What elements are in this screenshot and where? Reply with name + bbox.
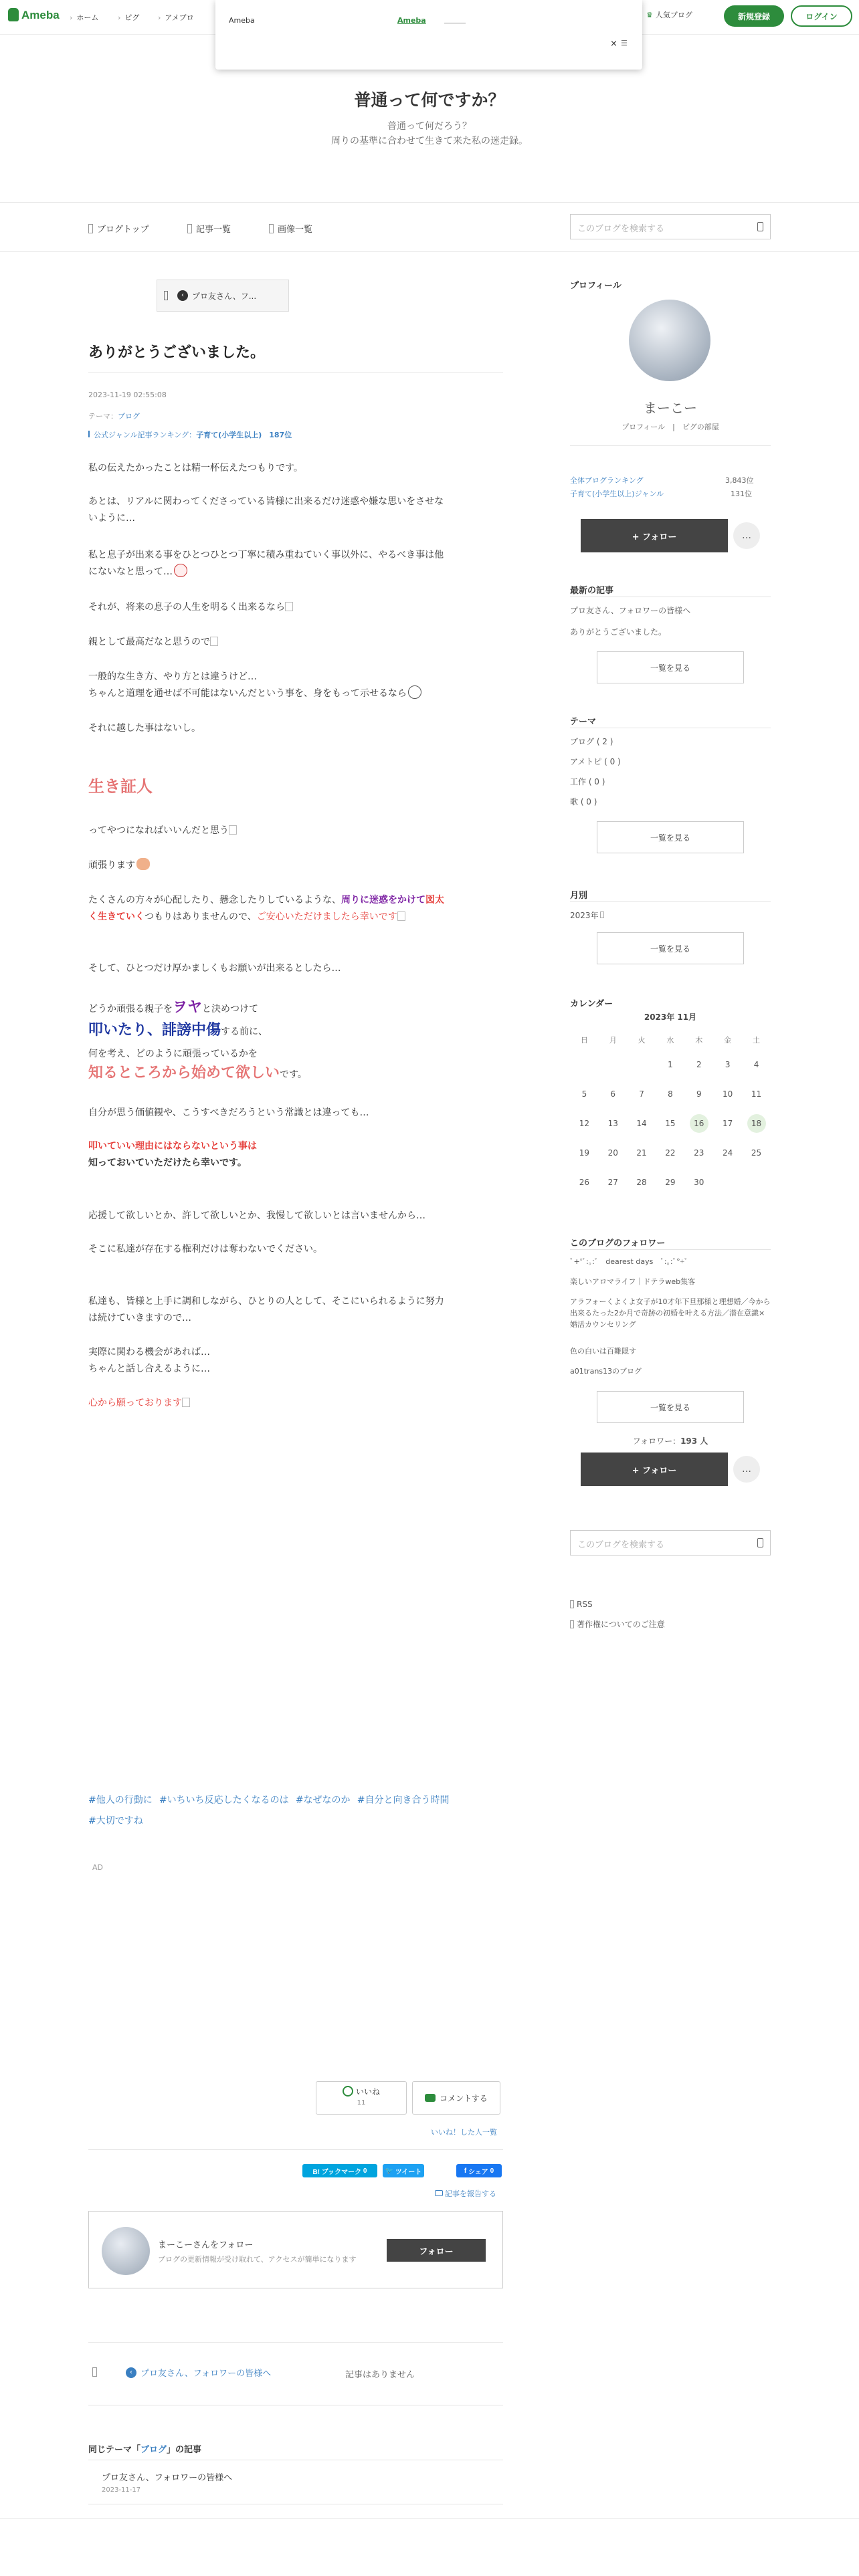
broken-image-icon bbox=[210, 637, 218, 646]
tabs-border-bottom bbox=[0, 251, 859, 252]
comment-button[interactable]: コメントする bbox=[412, 2081, 500, 2115]
emoji-icon bbox=[136, 858, 150, 870]
calendar-day: 29 bbox=[665, 1178, 676, 1187]
facebook-icon: f bbox=[464, 2167, 467, 2175]
follower-count: フォロワー：193 人 bbox=[632, 1436, 708, 1446]
calendar-month: 2023年 11月 bbox=[644, 1012, 697, 1022]
body-paragraph: たくさんの方々が心配したり、懸念したりしているような、周りに迷惑をかけて図太 bbox=[88, 895, 444, 905]
chevron-icon bbox=[600, 911, 604, 918]
overlay-ameba-link[interactable]: Ameba bbox=[397, 16, 426, 25]
tab-image-list[interactable]: 画像一覧 bbox=[269, 222, 312, 235]
ameba-frog-icon bbox=[8, 8, 19, 21]
body-line: 私達も、皆様と上手に調和しながら、ひとりの人として、そこにいられるように努力 bbox=[88, 1296, 444, 1307]
calendar-day: 21 bbox=[636, 1148, 647, 1158]
document-icon bbox=[570, 1620, 574, 1628]
monthly-divider bbox=[570, 901, 771, 902]
body-paragraph: それが、将来の息子の人生を明るく出来るなら bbox=[88, 599, 503, 616]
calendar-day: 13 bbox=[607, 1119, 618, 1128]
body-paragraph: 親として最高だなと思うので bbox=[88, 634, 503, 651]
calendar-day: 7 bbox=[639, 1089, 644, 1099]
popular-blog-link[interactable]: ♛ 人気ブログ bbox=[646, 10, 692, 19]
calendar-day: 25 bbox=[751, 1148, 762, 1158]
report-icon bbox=[435, 2190, 443, 2196]
ranking-link[interactable]: 子育て(小学生以上) 187位 bbox=[196, 431, 292, 439]
face-emoji-icon bbox=[408, 685, 421, 699]
gnav-home[interactable]: › ホーム bbox=[70, 12, 98, 23]
rss-link[interactable]: RSS bbox=[570, 1600, 593, 1609]
profile-name[interactable]: まーこー bbox=[644, 400, 697, 416]
body-line: 私の伝えたかったことは精一杯伝えたつもりです。 bbox=[88, 463, 303, 473]
crown-icon: ♛ bbox=[646, 10, 653, 19]
profile-heading: プロフィール bbox=[570, 281, 622, 291]
body-paragraph: ちゃんと道理を通せば不可能はないんだという事を、身をもって示せるなら bbox=[88, 685, 503, 702]
calendar-day: 2 bbox=[696, 1060, 702, 1069]
hashtag-link[interactable]: #なぜなのか bbox=[295, 1795, 351, 1806]
monthly-see-all-button[interactable]: 一覧を見る bbox=[597, 932, 744, 964]
followers-see-all-button[interactable]: 一覧を見る bbox=[597, 1391, 744, 1423]
blog-description-1: 普通って何だろう？ bbox=[387, 121, 472, 132]
body-paragraph: どうか頑張る親子をヲヤと決めつけて bbox=[88, 999, 259, 1016]
monthly-heading: 月別 bbox=[570, 891, 588, 901]
calendar-day: 1 bbox=[668, 1060, 673, 1069]
hashtag-list bbox=[88, 1790, 503, 1831]
more-options-icon[interactable]: … bbox=[733, 522, 760, 549]
next-entry-none: 記事はありません bbox=[345, 2370, 415, 2380]
reaction-divider bbox=[88, 2149, 503, 2150]
calendar-day: 27 bbox=[607, 1178, 618, 1187]
calendar-day: 4 bbox=[753, 1060, 759, 1069]
calendar-day: 5 bbox=[581, 1089, 587, 1099]
body-paragraph: 心から願っております bbox=[88, 1395, 503, 1412]
broken-image-icon bbox=[285, 602, 293, 611]
follower-item[interactable]: 色の白いは百難隠す bbox=[570, 1347, 636, 1356]
theme-see-all-button[interactable]: 一覧を見る bbox=[597, 821, 744, 853]
calendar-day: 3 bbox=[725, 1060, 731, 1069]
like-list-link[interactable]: いいね！した人一覧 bbox=[431, 2128, 497, 2137]
ameba-header-overlay bbox=[215, 0, 642, 70]
chevron-left-icon: ‹ bbox=[177, 290, 188, 301]
recent-see-all-button[interactable]: 一覧を見る bbox=[597, 651, 744, 683]
twitter-icon: 🐦 bbox=[385, 2167, 394, 2175]
theme-item[interactable]: ブログ ( 2 ) bbox=[570, 737, 613, 746]
weekday: 月 bbox=[609, 1036, 617, 1045]
profile-divider bbox=[570, 445, 771, 446]
ad-label: AD bbox=[92, 1863, 103, 1872]
recent-heading: 最新の記事 bbox=[570, 586, 614, 596]
weekday: 日 bbox=[580, 1036, 588, 1045]
follower-item[interactable]: アラフォーくよくよ女子が10才年下旦那様と理想婚／今から出来るたった2か月で奇跡の初婚を叶える方法／潜在意識×婚活カウンセリング bbox=[570, 1297, 771, 1329]
related-item-date: 2023-11-17 bbox=[102, 2486, 141, 2494]
body-paragraph: 叩いたり、誹謗中傷する前に、 bbox=[88, 1022, 268, 1039]
calendar-day-linked[interactable]: 16 bbox=[684, 1109, 713, 1138]
blog-title[interactable]: 普通って何ですか？ bbox=[354, 90, 505, 110]
body-line: 私と息子が出来る事をひとつひとつ丁寧に積み重ねていく事以外に、やるべき事は他 bbox=[88, 550, 444, 560]
body-line: 応援して欲しいとか、許して欲しいとか、我慢して欲しいとは言いませんから… bbox=[88, 1210, 425, 1221]
article-theme: テーマ：ブログ bbox=[88, 412, 140, 421]
blog-search-input[interactable]: このブログを検索する bbox=[570, 214, 771, 239]
body-line: それに越した事はないし。 bbox=[88, 723, 201, 734]
calendar-day: 14 bbox=[636, 1119, 647, 1128]
follower-item[interactable]: a01trans13のブログ bbox=[570, 1367, 642, 1376]
ranking-overall-link[interactable]: 全体ブログランキング bbox=[570, 476, 644, 485]
gnav-ameblo[interactable]: › アメブロ bbox=[158, 12, 194, 23]
followers-heading: このブログのフォロワー bbox=[570, 1239, 666, 1249]
weekday: 金 bbox=[724, 1036, 732, 1045]
weekday: 火 bbox=[638, 1036, 646, 1045]
body-paragraph: く生きていくつもりはありませんので、ご安心いただけましたら幸いです bbox=[88, 909, 503, 926]
comment-icon bbox=[425, 2094, 436, 2102]
body-line: ちゃんと話し合えるように… bbox=[88, 1364, 210, 1374]
follow-box-title: まーこーさんをフォロー bbox=[158, 2240, 254, 2250]
hashtag-link[interactable]: #いちいち反応したくなるのは bbox=[159, 1795, 289, 1806]
hashtag-link[interactable]: #大切ですね bbox=[88, 1816, 143, 1826]
tab-entry-list[interactable]: 記事一覧 bbox=[187, 222, 231, 235]
calendar-day: 6 bbox=[610, 1089, 616, 1099]
image-icon bbox=[269, 224, 274, 233]
weekday: 水 bbox=[666, 1036, 674, 1045]
prev-entry-link[interactable]: ‹ プロ友さん、フォロワーの皆様へ bbox=[126, 2366, 271, 2379]
calendar-day: 23 bbox=[694, 1148, 704, 1158]
calendar-day-linked[interactable]: 18 bbox=[742, 1109, 771, 1138]
broken-image-icon bbox=[182, 1398, 190, 1407]
hashtag-link[interactable]: #他人の行動に bbox=[88, 1795, 153, 1806]
calendar-day: 30 bbox=[694, 1178, 704, 1187]
ameba-logo[interactable]: Ameba bbox=[8, 8, 60, 22]
body-line: 自分が思う価値観や、こうすべきだろうという常識とは違っても… bbox=[88, 1107, 369, 1118]
rss-icon bbox=[570, 1600, 574, 1608]
calendar-day: 9 bbox=[696, 1089, 702, 1099]
calendar-day: 20 bbox=[607, 1148, 618, 1158]
calendar-day: 15 bbox=[665, 1119, 676, 1128]
tab-blog-top[interactable]: ブログトップ bbox=[88, 222, 149, 235]
body-line: 叩いていい理由にはならないという事は bbox=[88, 1141, 257, 1152]
calendar-day: 26 bbox=[579, 1178, 590, 1187]
signup-button[interactable]: 新規登録 bbox=[724, 5, 784, 27]
calendar-day: 22 bbox=[665, 1148, 676, 1158]
calendar-heading: カレンダー bbox=[570, 999, 613, 1009]
page-icon bbox=[92, 2367, 97, 2377]
sidebar-follow-button-2[interactable]: + フォロー bbox=[581, 1453, 728, 1486]
copyright-link[interactable]: 著作権についてのご注意 bbox=[570, 1618, 665, 1630]
monthly-item[interactable]: 2023年 bbox=[570, 909, 771, 921]
calendar-day: 12 bbox=[579, 1119, 590, 1128]
calendar-day: 28 bbox=[636, 1178, 647, 1187]
recent-item[interactable]: ありがとうございました。 bbox=[570, 627, 667, 637]
sidebar-follow-button[interactable]: + フォロー bbox=[581, 519, 728, 552]
body-line: あとは、リアルに関わってくださっている皆様に出来るだけ迷惑や嫌な思いをさせな bbox=[88, 496, 444, 507]
footer-divider bbox=[0, 2518, 859, 2519]
ranking-overall-value: 3,843位 bbox=[725, 476, 754, 485]
hashtag-link[interactable]: #自分と向き合う時間 bbox=[357, 1795, 450, 1806]
article-title[interactable]: ありがとうございました。 bbox=[88, 344, 266, 361]
profile-links: プロフィール | ピグの部屋 bbox=[622, 423, 719, 431]
follower-item[interactable]: 楽しいアロマライフ｜ドテラweb集客 bbox=[570, 1277, 696, 1286]
recent-item[interactable]: プロ友さん、フォロワーの皆様へ bbox=[570, 606, 691, 615]
ranking-icon bbox=[88, 431, 91, 437]
prev-post-button[interactable]: ‹ プロ友さん、フ... bbox=[157, 280, 289, 312]
calendar-table bbox=[570, 1030, 771, 1197]
body-line: 実際に関わる機会があれば… bbox=[88, 1347, 210, 1358]
weekday: 土 bbox=[753, 1036, 761, 1045]
weekday: 木 bbox=[695, 1036, 703, 1045]
report-link[interactable]: 記事を報告する bbox=[435, 2188, 496, 2199]
article-ranking: 公式ジャンル記事ランキング：子育て(小学生以上) 187位 bbox=[88, 429, 292, 440]
tweet-button[interactable]: 🐦 ツイート bbox=[383, 2164, 424, 2177]
overlay-menu-icon[interactable]: ☰ bbox=[621, 39, 628, 47]
gnav-pigg[interactable]: › ピグ bbox=[118, 12, 139, 23]
list-icon bbox=[187, 224, 192, 233]
emoji-icon bbox=[174, 564, 187, 577]
body-paragraph: 頑張ります bbox=[88, 857, 503, 874]
smile-icon bbox=[343, 2086, 353, 2097]
page-icon bbox=[164, 291, 168, 300]
hatena-bookmark-button[interactable]: B! ブックマーク 0 bbox=[302, 2164, 377, 2177]
broken-image-icon bbox=[397, 911, 405, 921]
overlay-brand: Ameba bbox=[229, 16, 255, 25]
body-line: 知っておいていただけたら幸いです。 bbox=[88, 1158, 247, 1168]
tabs-border-top bbox=[0, 202, 859, 203]
calendar-day: 11 bbox=[751, 1089, 762, 1099]
body-line: いように… bbox=[88, 513, 135, 524]
body-paragraph: 知るところから始めて欲しいです。 bbox=[88, 1065, 307, 1081]
login-button[interactable]: ログイン bbox=[791, 5, 852, 27]
related-item-title[interactable]: プロ友さん、フォロワーの皆様へ bbox=[102, 2473, 233, 2483]
page-icon bbox=[88, 224, 93, 233]
theme-item[interactable]: 歌 ( 0 ) bbox=[570, 797, 597, 807]
nav-divider-top bbox=[88, 2342, 503, 2343]
calendar-day: 24 bbox=[722, 1148, 733, 1158]
follow-box-button[interactable]: フォロー bbox=[387, 2239, 486, 2262]
profile-link[interactable]: プロフィール bbox=[622, 423, 666, 431]
overlay-close-icon[interactable]: × bbox=[610, 39, 617, 49]
calendar-day: 10 bbox=[722, 1089, 733, 1099]
article-heading: 生き証人 bbox=[88, 777, 153, 796]
ranking-genre-value: 131位 bbox=[731, 490, 752, 498]
body-line: 何を考え、どのように頑張っているかを bbox=[88, 1049, 258, 1059]
theme-link[interactable]: ブログ bbox=[118, 412, 140, 421]
calendar-day: 17 bbox=[722, 1119, 733, 1128]
follow-box-desc: ブログの更新情報が受け取れて、アクセスが簡単になります bbox=[158, 2255, 357, 2264]
profile-avatar[interactable] bbox=[629, 300, 710, 381]
theme-item[interactable]: アメトピ ( 0 ) bbox=[570, 757, 621, 766]
like-count: 11 bbox=[357, 2099, 366, 2107]
facebook-share-button[interactable]: f シェア 0 bbox=[456, 2164, 502, 2177]
body-paragraph: ってやつになればいいんだと思う bbox=[88, 823, 503, 839]
body-line: そして、ひとつだけ厚かましくもお願いが出来るとしたら… bbox=[88, 963, 341, 974]
calendar-day: 8 bbox=[668, 1089, 673, 1099]
body-paragraph: にないなと思って… bbox=[88, 564, 503, 580]
calendar-day: 19 bbox=[579, 1148, 590, 1158]
search-icon[interactable] bbox=[757, 1538, 763, 1547]
follow-avatar bbox=[102, 2227, 150, 2275]
followers-divider bbox=[570, 1249, 771, 1250]
like-button[interactable]: いいね 11 bbox=[316, 2081, 407, 2115]
article-date: 2023-11-19 02:55:08 bbox=[88, 391, 167, 399]
blog-description-2: 周りの基準に合わせて生きて来た私の迷走録。 bbox=[331, 136, 528, 146]
more-options-icon[interactable]: … bbox=[733, 1456, 760, 1483]
follower-item[interactable]: ﾟ+°ﾟ:｡:ﾟ dearest days ﾟ:｡:ﾟ°+ﾟ bbox=[570, 1257, 688, 1266]
ranking-genre-link[interactable]: 子育て(小学生以上)ジャンル bbox=[570, 490, 664, 498]
body-line: そこに私達が存在する権利だけは奪わないでください。 bbox=[88, 1244, 322, 1255]
broken-image-icon bbox=[229, 825, 237, 835]
related-heading: 同じテーマ「ブログ」の記事 bbox=[88, 2445, 202, 2455]
pigg-room-link[interactable]: ピグの部屋 bbox=[682, 423, 719, 431]
theme-heading: テーマ bbox=[570, 717, 597, 727]
sidebar-search-input[interactable]: このブログを検索する bbox=[570, 1530, 771, 1555]
body-line: 一般的な生き方、やり方とは違うけど… bbox=[88, 671, 257, 682]
search-icon[interactable] bbox=[757, 222, 763, 231]
chevron-left-icon: ‹ bbox=[126, 2367, 136, 2378]
body-line: は続けていきますので… bbox=[88, 1313, 191, 1323]
theme-item[interactable]: 工作 ( 0 ) bbox=[570, 777, 605, 786]
